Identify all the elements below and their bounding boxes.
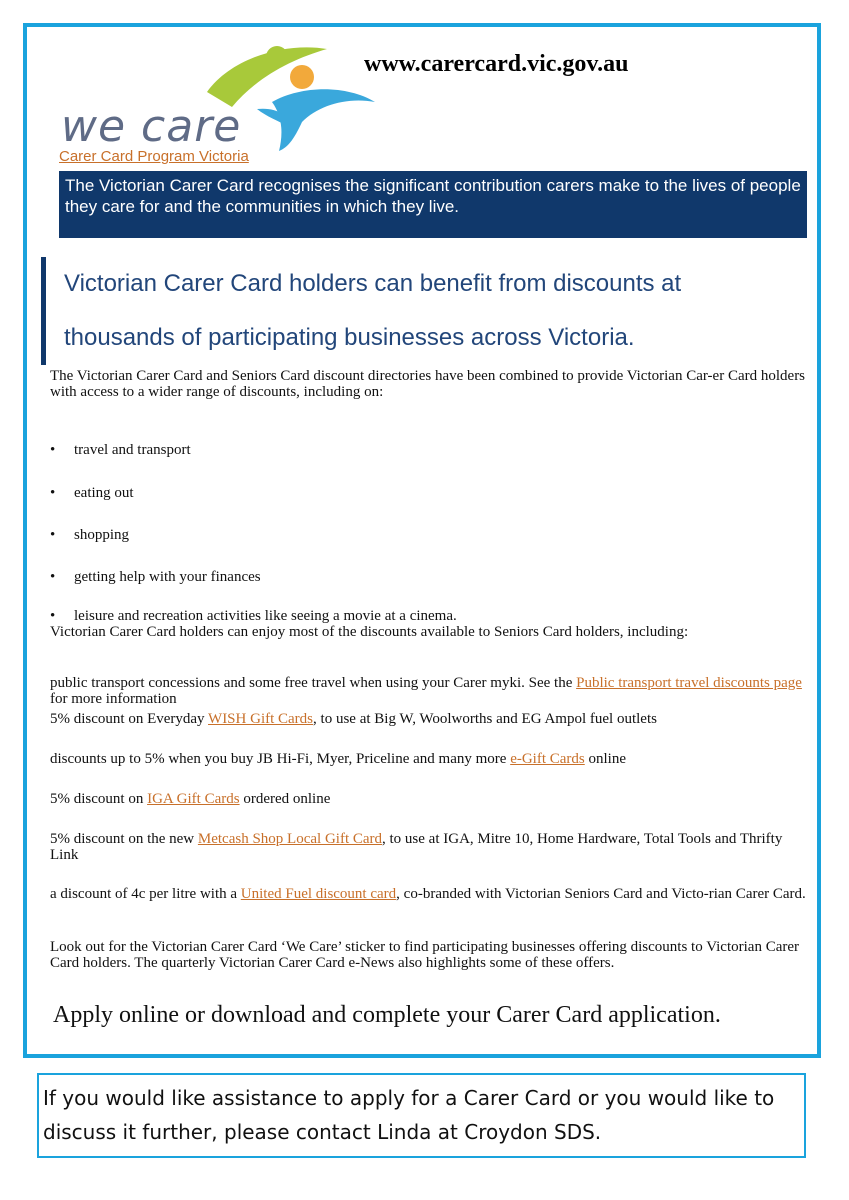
seniors-paragraph: Victorian Carer Card holders can enjoy most of the discounts available to Seniors Card holders, including: <box>50 624 689 640</box>
headline-line-2: thousands of participating businesses across Victoria. <box>64 324 635 351</box>
bullet-text: leisure and recreation activities like seeing a movie at a cinema. <box>74 608 457 624</box>
intro-text: The Victorian Carer Card recognises the significant contribution carers make to the lives of people they care for and the communities in which they live. <box>65 176 801 216</box>
offer-text: , to use at Big W, Woolworths and EG Ampol fuel outlets <box>313 711 657 727</box>
iga-gift-cards-link[interactable]: IGA Gift Cards <box>147 791 240 807</box>
intro-banner <box>59 171 807 238</box>
content-frame <box>23 23 821 1058</box>
offer-text: 5% discount on <box>50 791 148 807</box>
offer-iga <box>50 791 810 807</box>
contact-text: If you would like assistance to apply for a Carer Card or you would like to discuss it further, please contact Linda at Croydon SDS. <box>43 1086 775 1144</box>
offer-text: public transport concessions and some free travel when using your Carer myki. See the <box>50 675 577 691</box>
headline <box>41 257 811 365</box>
contact-box <box>37 1073 806 1158</box>
offer-fuel <box>50 886 810 902</box>
public-transport-link[interactable]: Public transport travel discounts page <box>576 675 802 691</box>
metcash-gift-card-link[interactable]: Metcash Shop Local Gift Card <box>197 831 383 847</box>
offer-text: 5% discount on Everyday <box>50 711 209 727</box>
offer-text: for more information <box>50 691 177 707</box>
offer-text: discounts up to 5% when you buy JB Hi-Fi, Myer, Priceline and many more <box>50 751 511 767</box>
program-link[interactable]: Carer Card Program Victoria <box>59 148 249 165</box>
offer-text: online <box>584 751 626 767</box>
offer-wish <box>50 711 810 727</box>
bullet-item: • leisure and recreation activities like seeing a movie at a cinema. <box>50 608 457 624</box>
directories-paragraph: The Victorian Carer Card and Seniors Card discount directories have been combined to provide Victorian Car-er Card holders with access to a wider range of discounts, including on: <box>50 368 806 400</box>
e-gift-cards-link[interactable]: e-Gift Cards <box>510 751 585 767</box>
apply-callout: Apply online or download and complete your Carer Card application. <box>53 1002 721 1028</box>
bullet-item: • shopping <box>50 527 130 543</box>
bullet-text: shopping <box>74 527 130 543</box>
bullet-text: eating out <box>74 485 134 501</box>
bullet-text: travel and transport <box>74 442 191 458</box>
website-url[interactable]: www.carercard.vic.gov.au <box>364 51 629 77</box>
bullet-item: • eating out <box>50 485 134 501</box>
bullet-item: • travel and transport <box>50 442 191 458</box>
offer-text: , to use at IGA, Mitre 10, Home Hardware, Total Tools and Thrifty Link <box>50 831 783 863</box>
offer-egift <box>50 751 810 767</box>
wish-gift-cards-link[interactable]: WISH Gift Cards <box>208 711 314 727</box>
offer-text: ordered online <box>239 791 331 807</box>
sticker-paragraph: Look out for the Victorian Carer Card ‘We Care’ sticker to find participating businesses offering discounts to Victorian Carer Card holders. The quarterly Victorian Carer Card e-News also highlights some of these offers. <box>50 939 800 971</box>
headline-line-1: Victorian Carer Card holders can benefit from discounts at <box>64 270 682 297</box>
bullet-text: getting help with your finances <box>74 569 261 585</box>
bullet-item: • getting help with your finances <box>50 569 261 585</box>
offer-text: a discount of 4c per litre with a <box>50 886 241 902</box>
offer-transport <box>50 675 810 707</box>
we-care-logo <box>57 37 377 157</box>
offer-metcash <box>50 831 810 863</box>
offer-text: 5% discount on the new <box>50 831 198 847</box>
united-fuel-link[interactable]: United Fuel discount card <box>240 886 397 902</box>
offer-text: , co-branded with Victorian Seniors Card and Victo-rian Carer Card. <box>396 886 806 902</box>
logo-wordmark: we care <box>61 101 242 152</box>
